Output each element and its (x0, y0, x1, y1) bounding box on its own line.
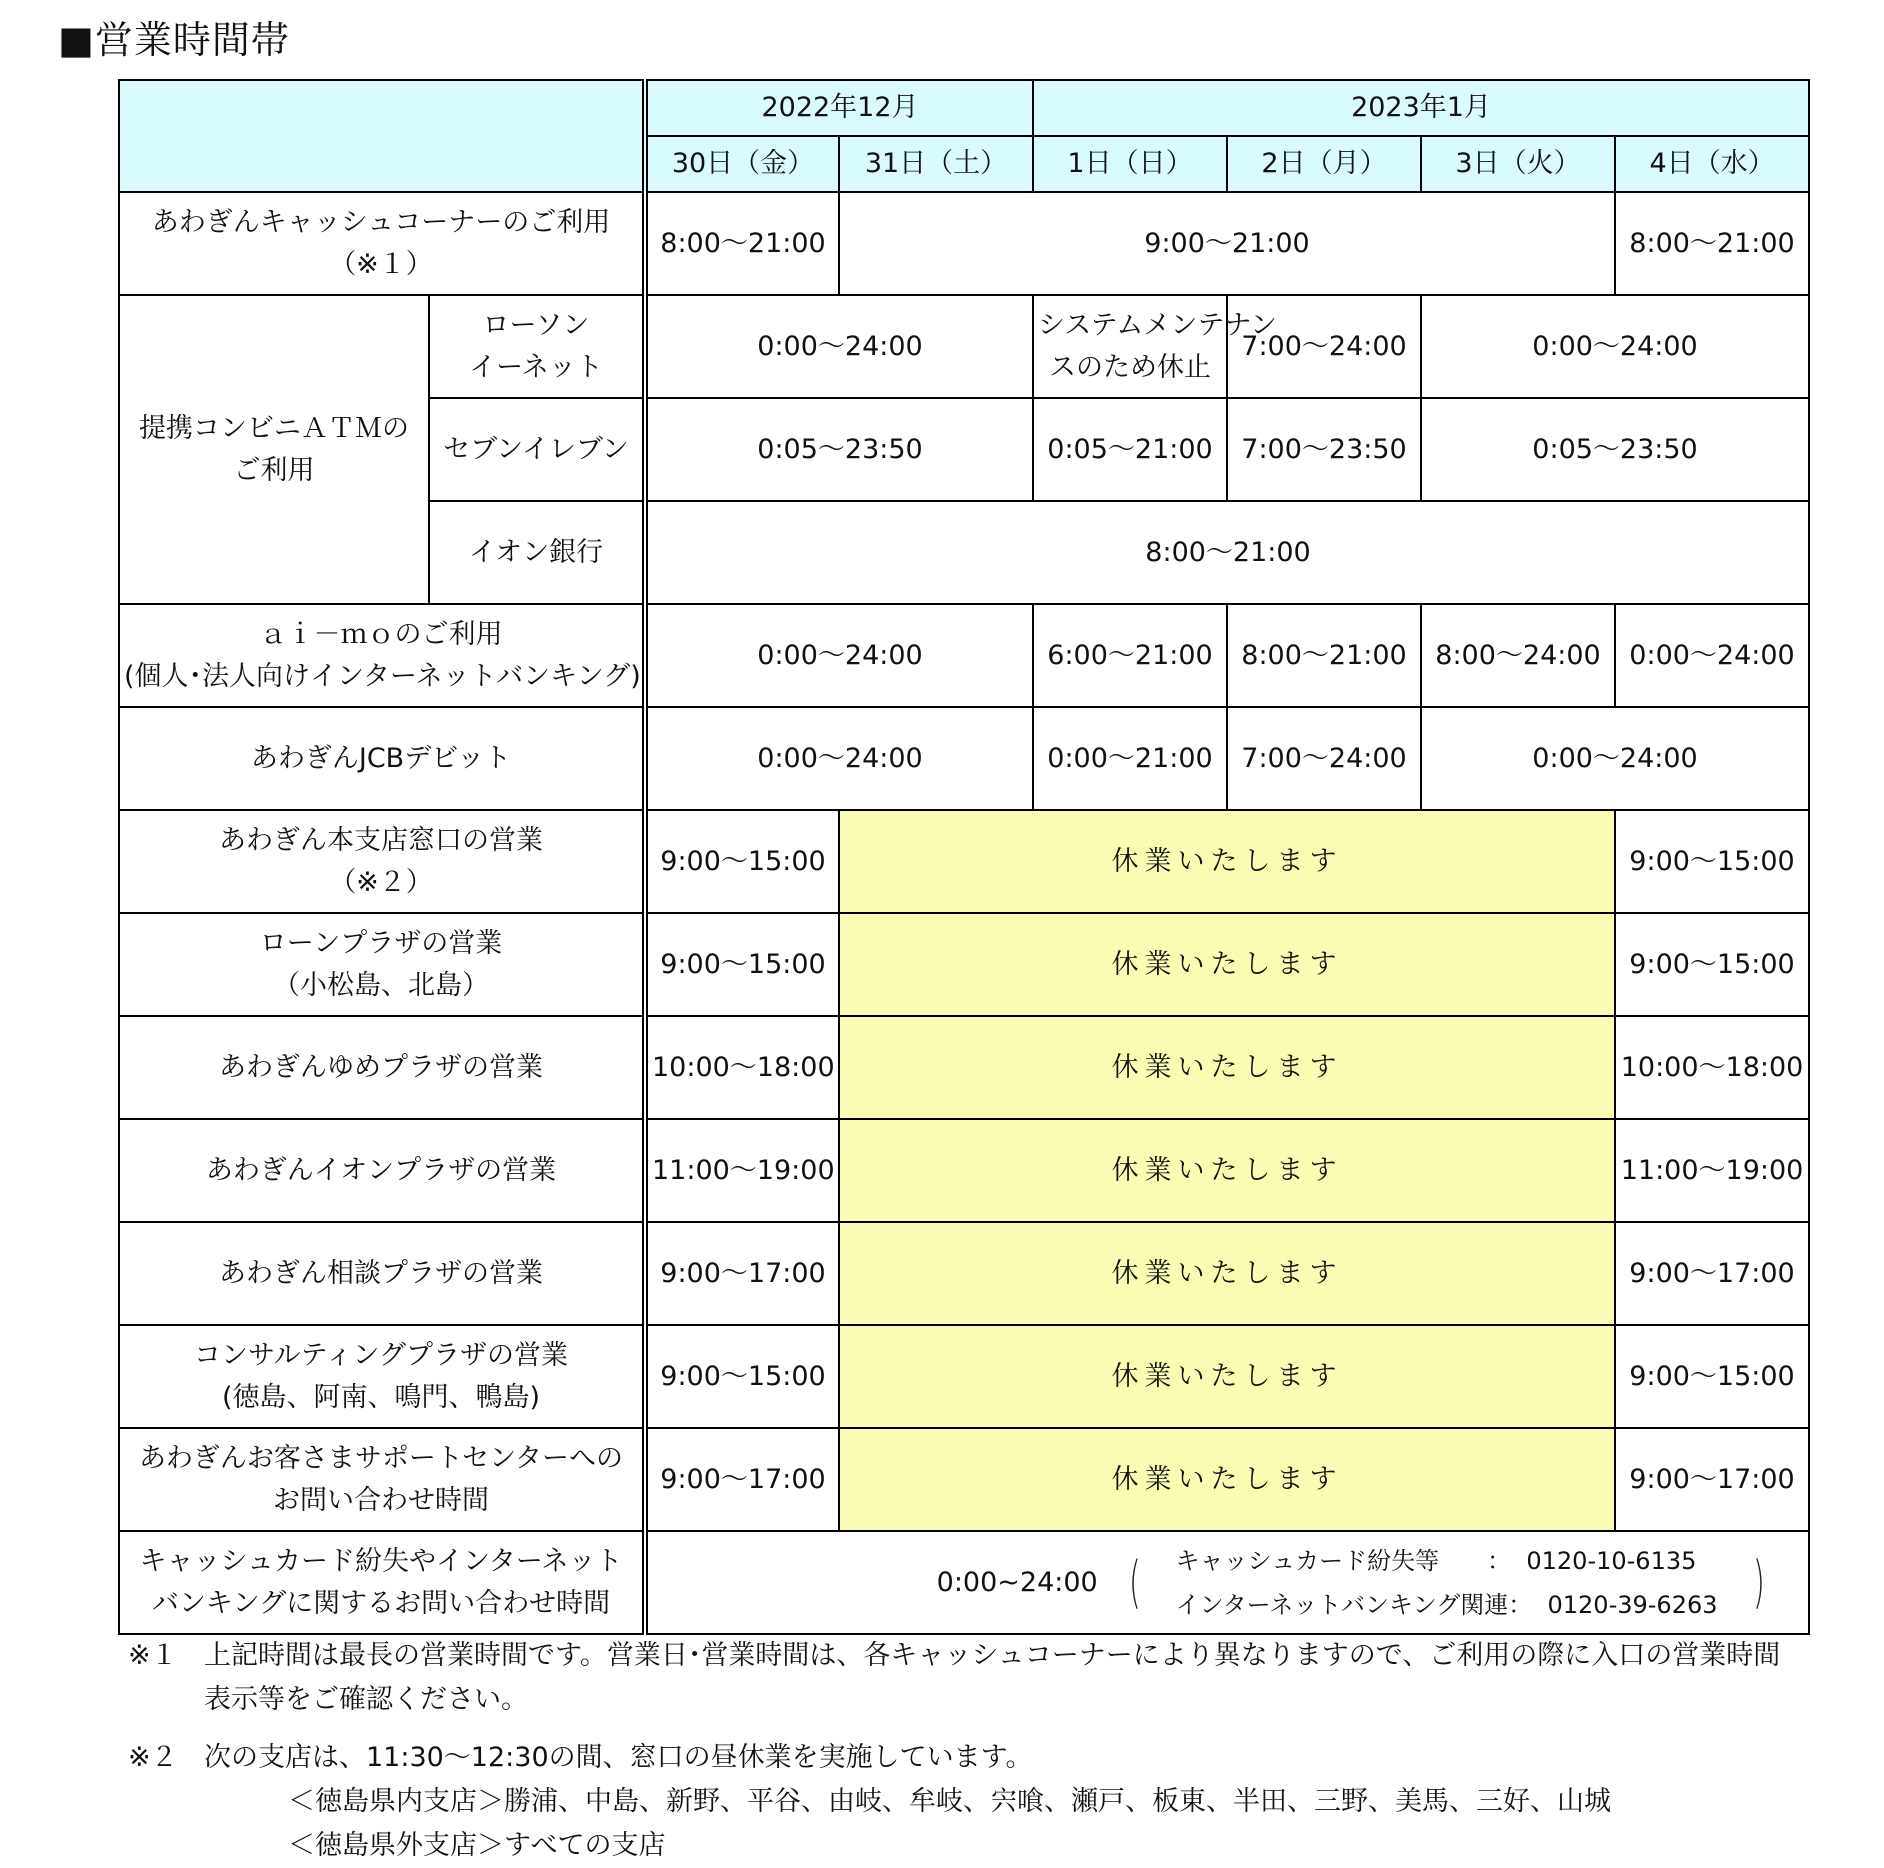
table-row (119, 192, 1809, 295)
branch-list-domestic: ＜徳島県内支店＞勝浦、中島、新野、平谷、由岐、牟岐、宍喰、瀬戸、板東、半田、三野、美馬、三好、山城 (288, 1786, 1611, 1817)
hours-cell: 8:00～24:00 (1421, 604, 1615, 707)
hours-cell: 8:00～21:00 (1615, 192, 1809, 295)
sub-row-label: イオン銀行 (429, 501, 645, 604)
hours-cell: 9:00～15:00 (1615, 1325, 1809, 1428)
closed-cell: 休業いたします (839, 1119, 1615, 1222)
hours-cell: 0:00～24:00 (645, 604, 1033, 707)
hours-cell: 0:05～21:00 (1033, 398, 1227, 501)
table-row (119, 913, 1809, 1016)
table-row (119, 604, 1809, 707)
table-row (119, 1119, 1809, 1222)
hours-cell: 6:00～21:00 (1033, 604, 1227, 707)
row-label: あわぎんJCBデビット (119, 707, 645, 810)
row-label: あわぎんゆめプラザの営業 (119, 1016, 645, 1119)
table-row (119, 1016, 1809, 1119)
hours-cell: 9:00～15:00 (1615, 913, 1809, 1016)
header-day-1: 1日（日） (1033, 136, 1227, 192)
hours-cell: 9:00～15:00 (645, 913, 839, 1016)
footnote-mark: ※２ (128, 1742, 178, 1773)
hours-cell: 7:00～24:00 (1227, 295, 1421, 398)
right-bracket: ) (1752, 1549, 1765, 1615)
header-corner (119, 80, 645, 192)
hours-cell: 9:00～15:00 (645, 1325, 839, 1428)
header-day-4: 4日（水） (1615, 136, 1809, 192)
hours-cell: 10:00～18:00 (1615, 1016, 1809, 1119)
hours-cell: 11:00～19:00 (1615, 1119, 1809, 1222)
sub-row-label: ローソン イーネット (429, 295, 645, 398)
header-day-3: 3日（火） (1421, 136, 1615, 192)
hours-cell: 10:00～18:00 (645, 1016, 839, 1119)
inquiry-hours: 0:00~24:00 (936, 1566, 1098, 1598)
row-label: あわぎんキャッシュコーナーのご利用 （※１） (119, 192, 645, 295)
table-row (119, 1428, 1809, 1531)
phone-line-internet: インターネットバンキング関連： 0120-39-6263 (1175, 1590, 1718, 1619)
hours-cell: 8:00～21:00 (645, 192, 839, 295)
closed-cell: 休業いたします (839, 1325, 1615, 1428)
row-label: あわぎんイオンプラザの営業 (119, 1119, 645, 1222)
row-label: ローンプラザの営業 （小松島、北島） (119, 913, 645, 1016)
hours-cell: 9:00～15:00 (645, 810, 839, 913)
closed-cell: 休業いたします (839, 810, 1615, 913)
row-label: あわぎんお客さまサポートセンターへの お問い合わせ時間 (119, 1428, 645, 1531)
table-row (119, 707, 1809, 810)
hours-cell: 9:00～17:00 (1615, 1222, 1809, 1325)
hours-cell: 0:00～24:00 (645, 295, 1033, 398)
footnote-text: 上記時間は最長の営業時間です。営業日･営業時間は、各キャッシュコーナーにより異なりますので、ご利用の際に入口の営業時間 (204, 1640, 1781, 1671)
footnote-2 (128, 1736, 1808, 1868)
maintenance-cell: システムメンテナン スのため休止 (1033, 295, 1227, 398)
table-row (119, 1325, 1809, 1428)
hours-cell: 0:00～21:00 (1033, 707, 1227, 810)
row-label: 提携コンビニＡＴＭの ご利用 (119, 295, 429, 604)
left-bracket: ( (1128, 1549, 1141, 1615)
hours-cell: 0:05～23:50 (645, 398, 1033, 501)
table-row (119, 1222, 1809, 1325)
row-label: キャッシュカード紛失やインターネット バンキングに関するお問い合わせ時間 (119, 1531, 645, 1634)
row-label: あわぎん相談プラザの営業 (119, 1222, 645, 1325)
header-day-30: 30日（金） (645, 136, 839, 192)
row-label: ａｉ－ｍｏのご利用 (個人･法人向けインターネットバンキング) (119, 604, 645, 707)
sub-row-label: セブンイレブン (429, 398, 645, 501)
hours-cell: 8:00～21:00 (1227, 604, 1421, 707)
header-month-jan: 2023年1月 (1033, 80, 1809, 136)
closed-cell: 休業いたします (839, 913, 1615, 1016)
inquiry-cell (645, 1531, 1809, 1634)
row-label: あわぎん本支店窓口の営業 （※２） (119, 810, 645, 913)
hours-cell: 9:00～15:00 (1615, 810, 1809, 913)
hours-cell: 9:00～17:00 (645, 1222, 839, 1325)
hours-cell: 0:00～24:00 (1615, 604, 1809, 707)
page-title: ■営業時間帯 (58, 18, 290, 62)
hours-cell: 9:00～17:00 (645, 1428, 839, 1531)
footnote-text: 表示等をご確認ください。 (204, 1684, 528, 1715)
phone-numbers (1176, 1539, 1718, 1627)
hours-cell: 0:00～24:00 (645, 707, 1033, 810)
header-day-31: 31日（土） (839, 136, 1033, 192)
closed-cell: 休業いたします (839, 1222, 1615, 1325)
table-row (119, 1531, 1809, 1634)
hours-cell: 11:00～19:00 (645, 1119, 839, 1222)
footnote-mark: ※１ (128, 1640, 178, 1671)
hours-cell: 7:00～24:00 (1227, 707, 1421, 810)
hours-cell: 9:00～17:00 (1615, 1428, 1809, 1531)
header-month-dec: 2022年12月 (645, 80, 1033, 136)
hours-cell: 9:00～21:00 (839, 192, 1615, 295)
closed-cell: 休業いたします (839, 1428, 1615, 1531)
hours-cell: 7:00～23:50 (1227, 398, 1421, 501)
footnote-text: 次の支店は、11:30～12:30の間、窓口の昼休業を実施しています。 (204, 1742, 1033, 1773)
footnotes (128, 1634, 1808, 1868)
hours-cell: 8:00～21:00 (645, 501, 1809, 604)
closed-cell: 休業いたします (839, 1016, 1615, 1119)
footnote-1 (128, 1634, 1808, 1722)
hours-cell: 0:00～24:00 (1421, 295, 1809, 398)
row-label: コンサルティングプラザの営業 (徳島、阿南、鳴門、鴨島) (119, 1325, 645, 1428)
hours-cell: 0:00～24:00 (1421, 707, 1809, 810)
hours-cell: 0:05～23:50 (1421, 398, 1809, 501)
header-day-2: 2日（月） (1227, 136, 1421, 192)
business-hours-table (118, 79, 1810, 1635)
branch-list-outside: ＜徳島県外支店＞すべての支店 (288, 1830, 666, 1861)
phone-line-card: キャッシュカード紛失等 ： 0120-10-6135 (1175, 1546, 1697, 1575)
table-row (119, 295, 1809, 398)
table-row (119, 810, 1809, 913)
